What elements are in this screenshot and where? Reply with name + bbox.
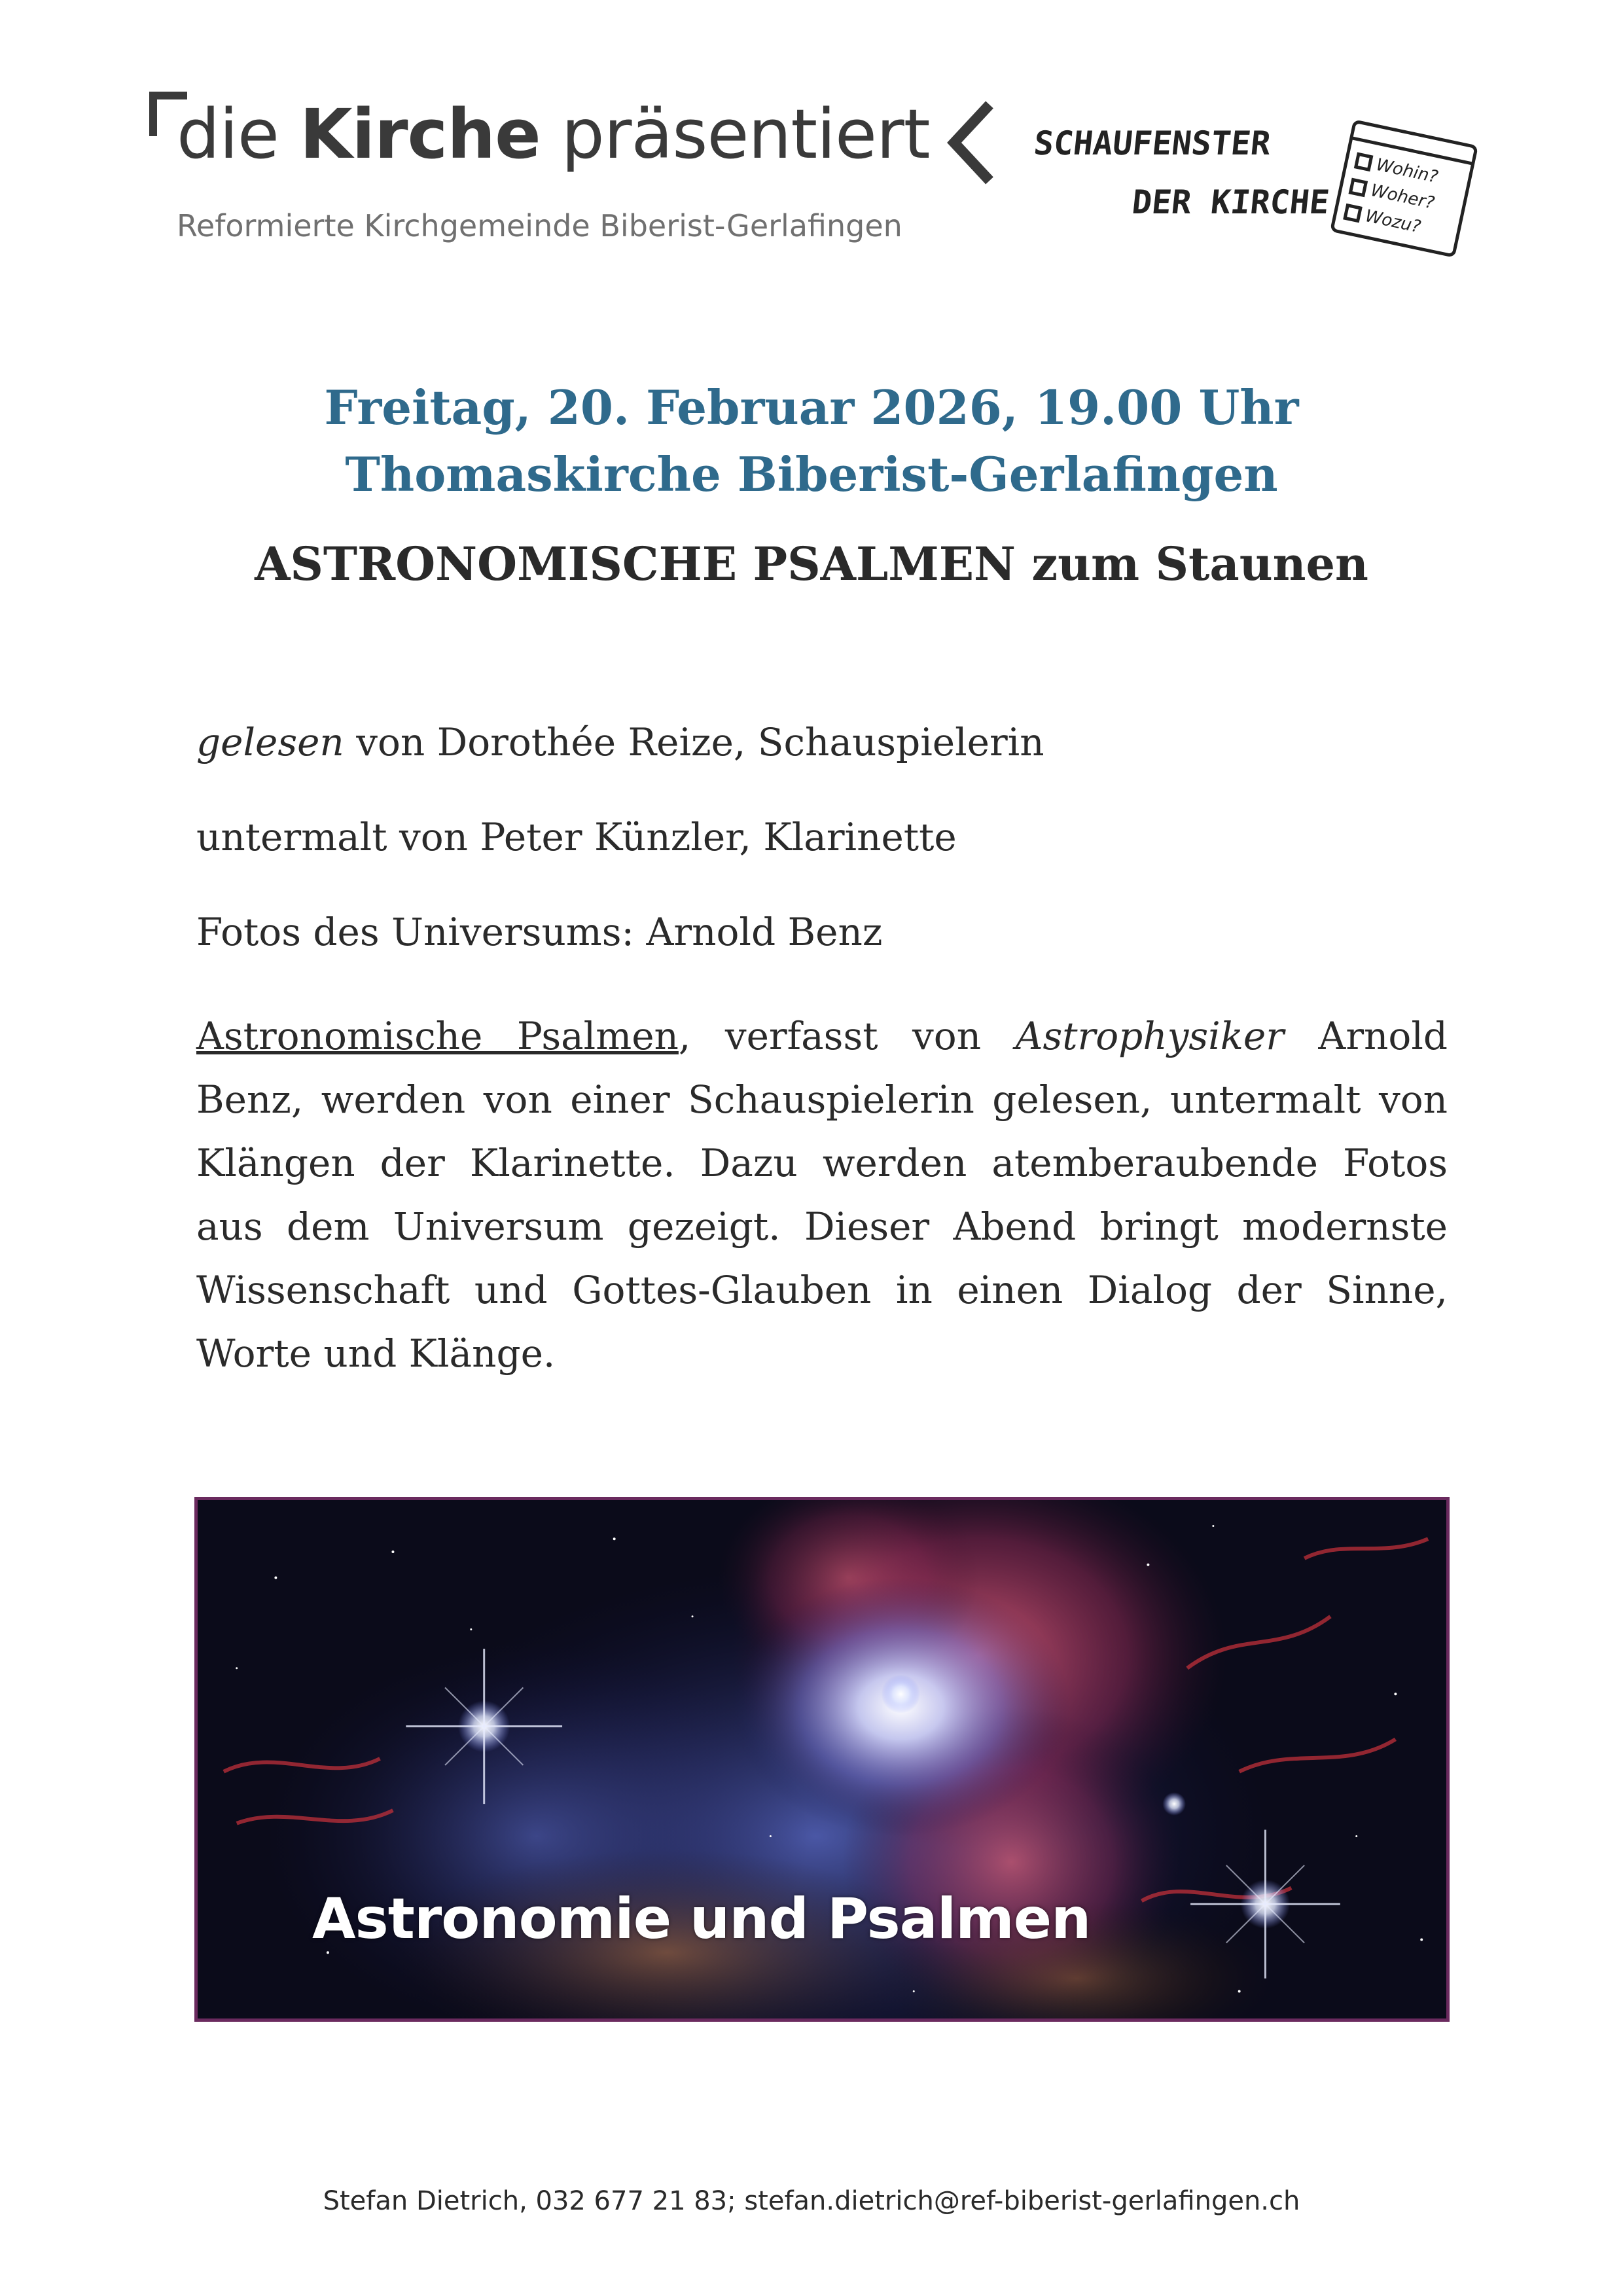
image-caption: Astronomie und Psalmen [312, 1886, 1091, 1952]
header-title-suffix: präsentiert [540, 94, 930, 174]
header-title-bold: Kirche [299, 94, 541, 174]
credit-reader-italic: gelesen [196, 720, 344, 764]
description-part2: Arnold Benz, werden von einer Schauspielerin gelesen, untermalt von Klängen der Klarinette. Dazu werden atemberaubende Fotos aus dem Universum gezeigt. Dieser Abend bringt modernste Wissenschaft und Gottes-Glauben in einen Dialog der Sinne, Worte und Klänge. [196, 1014, 1448, 1376]
credit-music: untermalt von Peter Künzler, Klarinette [196, 815, 957, 859]
header-title-prefix: die [177, 94, 300, 174]
footer-contact: Stefan Dietrich, 032 677 21 83; stefan.dietrich@ref-biberist-gerlafingen.ch [323, 2186, 1300, 2216]
credit-reader-rest: von Dorothée Reize, Schauspielerin [344, 720, 1044, 764]
checklist-item: Wozu? [1363, 206, 1423, 238]
nebula-image [194, 1497, 1450, 2022]
schaufenster-line1: SCHAUFENSTER [1031, 124, 1273, 162]
event-description [196, 1005, 1448, 1386]
description-italic: Astrophysiker [1015, 1014, 1284, 1058]
credit-reader [196, 720, 1044, 764]
event-place: Thomaskirche Biberist-Gerlafingen [345, 446, 1278, 502]
header-title [177, 94, 936, 174]
checklist-item: Wohin? [1374, 154, 1440, 188]
description-underlined: Astronomische Psalmen [196, 1014, 679, 1058]
chevron-left-icon [942, 97, 1001, 188]
event-date: Freitag, 20. Februar 2026, 19.00 Uhr [324, 380, 1299, 435]
checklist-item: Woher? [1368, 180, 1436, 213]
event-title: ASTRONOMISCHE PSALMEN zum Staunen [255, 537, 1368, 591]
schaufenster-line2: DER KIRCHE [1130, 183, 1332, 221]
header-subtitle: Reformierte Kirchgemeinde Biberist-Gerlafingen [177, 208, 902, 243]
description-part1: , verfasst von [678, 1014, 1016, 1058]
credit-photos: Fotos des Universums: Arnold Benz [196, 910, 883, 954]
checklist-sketch-icon [1315, 118, 1486, 262]
